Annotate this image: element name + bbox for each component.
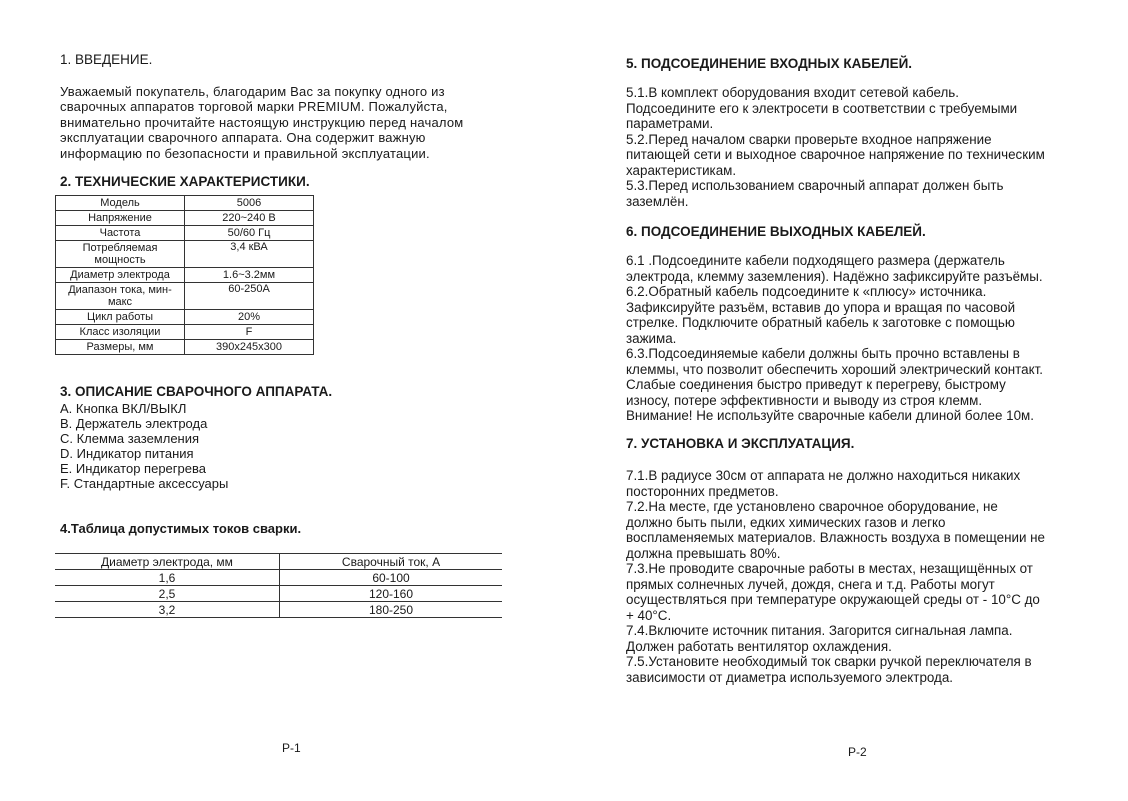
specs-heading: 2. ТЕХНИЧЕСКИЕ ХАРАКТЕРИСТИКИ. (60, 174, 310, 189)
specs-table (55, 195, 314, 355)
text-line: 6.3.Подсоединяемые кабели должны быть прочно вставлены в (626, 346, 1020, 361)
description-heading: 3. ОПИСАНИЕ СВАРОЧНОГО АППАРАТА. (60, 384, 333, 399)
intro-line: информацию по безопасности и правильной эксплуатации. (60, 145, 430, 161)
spec-value: 1.6~3.2мм (185, 268, 314, 283)
spec-label: Диапазон тока, мин-макс (56, 283, 185, 310)
spec-value: 60-250А (185, 283, 314, 310)
spec-value: 3,4 кВА (185, 241, 314, 268)
text-line: параметрами. (626, 116, 714, 131)
list-item: Е. Индикатор перегрева (60, 461, 206, 476)
table-header-row (55, 554, 502, 570)
text-line: зависимости от диаметра используемого электрода. (626, 669, 954, 685)
operation-text (626, 468, 1106, 685)
spec-label: Потребляемая мощность (56, 241, 185, 268)
table-row (56, 211, 314, 226)
table-row (56, 268, 314, 283)
text-line: стрелке. Подключите обратный кабель к заготовке с помощью (626, 315, 1015, 330)
text-line: электрода, клемму заземления). Надёжно зафиксируйте разъёмы. (626, 268, 1043, 284)
spec-label: Класс изоляции (56, 325, 185, 340)
output-cables-text (626, 253, 1106, 424)
current-cell: 120-160 (280, 586, 503, 602)
text-line: 7.2.На месте, где установлено сварочное оборудование, не (626, 499, 998, 514)
list-item: С. Клемма заземления (60, 431, 200, 446)
text-line: 5.3.Перед использованием сварочный аппарат должен быть (626, 178, 1004, 193)
table-row (56, 196, 314, 211)
text-line: 7.5.Установите необходимый ток сварки ручкой переключателя в (626, 654, 1032, 669)
text-line: 5.2.Перед началом сварки проверьте входное напряжение (626, 131, 992, 147)
page-number: P-2 (848, 745, 867, 759)
intro-line: эксплуатации сварочного аппарата. Она содержит важную (60, 130, 426, 146)
table-row (56, 283, 314, 310)
text-line: клеммы, что позволит обеспечить хороший электрический контакт. (626, 361, 1043, 377)
table-row (56, 340, 314, 355)
spec-label: Цикл работы (56, 310, 185, 325)
spec-value: 50/60 Гц (185, 226, 314, 241)
spec-value: 20% (185, 310, 314, 325)
currents-heading: 4.Таблица допустимых токов сварки. (60, 521, 302, 536)
text-line: Слабые соединения быстро приведут к перегреву, быстрому (626, 377, 1006, 392)
text-line: должна превышать 80%. (626, 545, 781, 561)
table-row (56, 241, 314, 268)
text-line: 6.2.Обратный кабель подсоедините к «плюсу» источника. (626, 284, 987, 299)
spec-value: 220~240 В (185, 211, 314, 226)
spec-value: 390х245х300 (185, 340, 314, 355)
text-line: должно быть пыли, едких химических газов и легко (626, 514, 946, 530)
current-cell: 180-250 (280, 602, 503, 618)
spec-value: F (185, 325, 314, 340)
text-line: Зафиксируйте разъём, вставив до упора и вращая по часовой (626, 299, 1016, 315)
currents-table (55, 553, 502, 618)
intro-line: сварочных аппаратов торговой марки PREMIUM. Пожалуйста, (60, 99, 448, 115)
input-cables-heading: 5. ПОДСОЕДИНЕНИЕ ВХОДНЫХ КАБЕЛЕЙ. (626, 56, 913, 71)
text-line: посторонних предметов. (626, 483, 779, 499)
text-line: воспламеняемых материалов. Влажность воздуха в помещении не (626, 530, 1045, 545)
column-header: Сварочный ток, А (280, 554, 503, 570)
spec-value: 5006 (185, 196, 314, 211)
text-line: износу, потере эффективности и выводу из строя клемм. (626, 392, 983, 408)
intro-heading: 1. ВВЕДЕНИЕ. (60, 52, 153, 67)
operation-heading: 7. УСТАНОВКА И ЭКСПЛУАТАЦИЯ. (626, 436, 855, 451)
list-item: В. Держатель электрода (60, 416, 208, 431)
diameter-cell: 1,6 (55, 570, 280, 586)
text-line: прямых солнечных лучей, дождя, снега и т.д. Работы могут (626, 576, 995, 592)
text-line: характеристикам. (626, 162, 737, 178)
right-page (564, 0, 1128, 801)
intro-text (60, 84, 528, 161)
spec-label: Диаметр электрода (56, 268, 185, 283)
table-row (56, 310, 314, 325)
text-line: 7.4.Включите источник питания. Загорится сигнальная лампа. (626, 623, 1013, 638)
text-line: осуществляться при температуре окружающей среды от - 10°С до (626, 592, 1040, 607)
intro-line: Уважаемый покупатель, благодарим Вас за покупку одного из (60, 84, 445, 99)
text-line: заземлён. (626, 193, 689, 209)
spec-label: Модель (56, 196, 185, 211)
text-line: + 40°С. (626, 607, 672, 623)
diameter-cell: 2,5 (55, 586, 280, 602)
table-row (55, 586, 502, 602)
intro-line: внимательно прочитайте настоящую инструкцию перед началом (60, 114, 464, 130)
page-number: P-1 (282, 741, 301, 755)
text-line: 6.1 .Подсоедините кабели подходящего размера (держатель (626, 253, 1005, 268)
spec-label: Напряжение (56, 211, 185, 226)
table-row (56, 226, 314, 241)
input-cables-text (626, 85, 1106, 209)
text-line: зажима. (626, 330, 677, 346)
table-row (55, 602, 502, 618)
description-list (60, 401, 228, 491)
list-item: А. Кнопка ВКЛ/ВЫКЛ (60, 401, 187, 416)
table-row (56, 325, 314, 340)
text-line: 7.1.В радиусе 30см от аппарата не должно находиться никаких (626, 468, 1021, 483)
text-line: Подсоедините его к электросети в соответствии с требуемыми (626, 100, 1018, 116)
text-line: 7.3.Не проводите сварочные работы в местах, незащищённых от (626, 561, 1033, 576)
list-item: D. Индикатор питания (60, 446, 194, 461)
spec-label: Размеры, мм (56, 340, 185, 355)
current-cell: 60-100 (280, 570, 503, 586)
column-header: Диаметр электрода, мм (55, 554, 280, 570)
diameter-cell: 3,2 (55, 602, 280, 618)
table-row (55, 570, 502, 586)
text-line: Должен работать вентилятор охлаждения. (626, 638, 892, 654)
spec-label: Частота (56, 226, 185, 241)
output-cables-heading: 6. ПОДСОЕДИНЕНИЕ ВЫХОДНЫХ КАБЕЛЕЙ. (626, 224, 926, 239)
text-line: Внимание! Не используйте сварочные кабели длиной более 10м. (626, 408, 1034, 423)
list-item: F. Стандартные аксессуары (60, 476, 229, 491)
text-line: 5.1.В комплект оборудования входит сетевой кабель. (626, 85, 959, 100)
text-line: питающей сети и выходное сварочное напряжение по техническим (626, 147, 1045, 162)
